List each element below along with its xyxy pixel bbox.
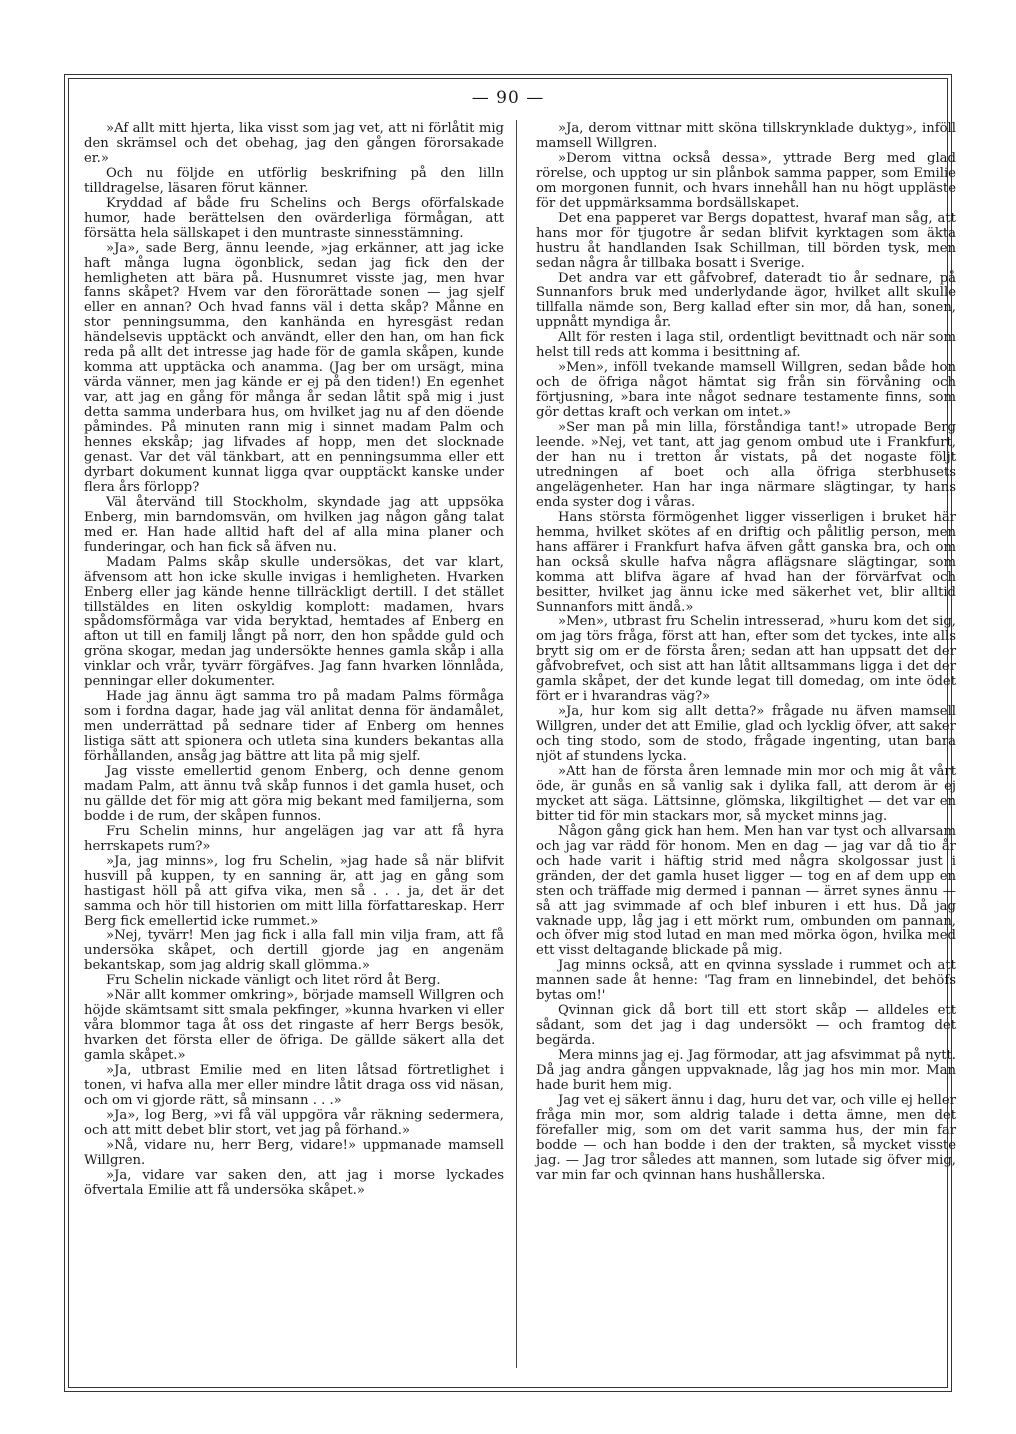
right-column-paragraph: Mera minns jag ej. Jag förmodar, att jag afsvimmat på nytt. Då jag andra gången uppvaknade, låg jag hos min mor. Man hade burit hem mig. xyxy=(536,1048,956,1093)
right-column-paragraph: Qvinnan gick då bort till ett stort skåp — alldeles ett sådant, som det jag i dag undersökt — och framtog det begärda. xyxy=(536,1003,956,1049)
left-column-paragraph: Och nu följde en utförlig beskrifning på den lilln tilldragelse, läsaren förut känner. xyxy=(84,165,504,196)
right-column-paragraph: »Ser man på min lilla, förståndiga tant!» utropade Berg leende. »Nej, vet tant, att jag genom ombud ute i Frankfurt, der han nu i tretton år vistats, på det nogaste följt utredningen af boet och alla öfriga sterbhusets angelägenheter. Han har inga närmare slägtingar, ty hans enda syster dog i våras. xyxy=(536,420,956,510)
left-column-paragraph: Fru Schelin minns, hur angelägen jag var att få hyra herrskapets rum?» xyxy=(84,823,504,854)
left-column-paragraph: »Ja», sade Berg, ännu leende, »jag erkänner, att jag icke haft många lugna ögonblick, sedan jag fick den der hemligheten att bära på. Husnumret visste jag, men hvar fanns skåpet? Hvem var den förorättade sonen — jag sjelf eller en annan? Och hvad fanns väl i detta skåp? Månne en stor penningsumma, den kanhända en hyresgäst redan händelsevis upptäckt och användt, eller den han, om han fick reda på allt det intresse jag hade för de gamla skåpen, kunde komma att upptäcka och anamma. (Jag ber om ursägt, mina värda vänner, men jag kände er ej på den tiden!) En egenhet var, att jag en gång för många år sedan låtit spå mig i just detta samma underbara hus, om hvilket jag nu af den döende påmindes. På minuten rann mig i sinnet madam Palm och hennes ekskåp; jag lifvades af hopp, men det slocknade genast. Var det väl tänkbart, att en penningsumma eller ett dyrbart dokument kunnat ligga qvar oupptäckt kanske under flera års förlopp? xyxy=(84,240,504,495)
right-column-paragraph: Allt för resten i laga stil, ordentligt bevittnadt och när som helst till reds att komma i besittning af. xyxy=(536,330,956,361)
left-column-paragraph: Väl återvänd till Stockholm, skyndade jag att uppsöka Enberg, min barndomsvän, om hvilken jag någon gång talat med er. Han hade alltid haft del af alla mina planer och funderingar, och han fick så äfven nu. xyxy=(84,494,504,555)
left-column-paragraph: Jag visste emellertid genom Enberg, och denne genom madam Palm, att ännu två skåp funnos i det gamla huset, och nu gällde det för mig att göra mig bekant med familjerna, som bodde i de rum, der skåpen funnos. xyxy=(84,763,504,824)
right-column-paragraph: »Ja, hur kom sig allt detta?» frågade nu äfven mamsell Willgren, under det att Emilie, glad och lycklig öfver, att saker och ting stodo, som de stodo, frågade ingenting, utan bara njöt af stundens lycka. xyxy=(536,704,956,765)
right-column-paragraph: »Men», inföll tvekande mamsell Willgren, sedan både hon och de öfriga något hämtat sig från sin förvåning och förtjusning, »bara inte något sednare testamente finns, som gör dettas kraft och verkan om intet.» xyxy=(536,360,956,421)
left-column xyxy=(84,122,504,1199)
column-divider xyxy=(516,120,517,1368)
left-column-paragraph: Fru Schelin nickade vänligt och litet rörd åt Berg. xyxy=(106,973,441,989)
left-column-paragraph: »Nå, vidare nu, herr Berg, vidare!» uppmanade mamsell Willgren. xyxy=(84,1137,504,1168)
right-column-paragraph: Jag vet ej säkert ännu i dag, huru det var, och ville ej heller fråga min mor, som aldrig talade i detta ämne, men det förefaller mig, som om det varit samma hus, der min far bodde — och han bodde i den der trakten, så mycket visste jag. — Jag tror således att mannen, som lutade sig öfver mig, var min far och qvinnan hans hushållerska. xyxy=(536,1092,956,1183)
left-column-paragraph: »Ja, jag minns», log fru Schelin, »jag hade så när blifvit husvill på kuppen, ty en sanning är, att jag en gång som hastigast höll på att gifva vika, men så . . . ja, det är det samma och hör till historien om mitt lilla författareskap. Herr Berg fick emellertid icke rummet.» xyxy=(84,853,504,929)
left-column-paragraph: »Ja», log Berg, »vi få väl uppgöra vår räkning sedermera, och att mitt debet blir stort, vet jag på förhand.» xyxy=(84,1107,504,1138)
right-column-paragraph: »Men», utbrast fru Schelin intresserad, »huru kom det sig, om jag törs fråga, först att han, efter som det tyckes, inte alls brytt sig om er de första åren; sedan att han uppsatt det der gåfvobrefvet, och sist att han låtit alltsammans ligga i det der gamla skåpet, der det kunde legat till domedag, om inte ödet fört er i hvarandras väg?» xyxy=(536,614,956,705)
left-column-paragraph: Kryddad af både fru Schelins och Bergs oförfalskade humor, hade berättelsen den ovärderliga förmågan, att försätta hela sällskapet i den muntraste sinnesstämning. xyxy=(84,195,504,241)
left-column-paragraph: Hade jag ännu ägt samma tro på madam Palms förmåga som i fordna dagar, hade jag väl anlitat denna för ändamålet, men underrättad på sednare tider af Enberg om hennes listiga sätt att spionera och utleta sina kunders bekantas alla förhållanden, ansåg jag bättre att lita på mig sjelf. xyxy=(84,689,504,765)
right-column-paragraph: »Derom vittna också dessa», yttrade Berg med glad rörelse, och upptog ur sin plånbok samma papper, som Emilie om morgonen funnit, och hvars innehåll han nu högt uppläste för det uppmärksamma bordsällskapet. xyxy=(536,150,956,211)
left-column-paragraph: »Ja, vidare var saken den, att jag i morse lyckades öfvertala Emilie att få undersöka skåpet.» xyxy=(84,1167,504,1198)
left-column-paragraph: »Af allt mitt hjerta, lika visst som jag vet, att ni förlåtit mig den skrämsel och det obehag, jag den gången förorsakade er.» xyxy=(84,121,504,166)
right-column-paragraph: Någon gång gick han hem. Men han var tyst och allvarsam och jag var rädd för honom. Men en dag — jag var då tio år och hade varit i häftig strid med några skolgossar just i gränden, der det gamla huset ligger — tog en af dem upp en sten och träffade mig dermed i pannan — ärret synes ännu — så att jag svimmade af och blef inburen i ett hus. Då jag vaknade upp, låg jag i ett mörkt rum, ombunden om pannan, och öfver mig stod lutad en man med mörka ögon, hvilka med ett visst deltagande blickade på mig. xyxy=(536,823,956,959)
page-number: — 90 — xyxy=(471,88,545,108)
right-column-paragraph: »Att han de första åren lemnade min mor och mig åt vårt öde, är gunås en så vanlig sak i dylika fall, att derom är ej mycket att säga. Lättsinne, glömska, likgiltighet — det var en bitter tid för min stackars mor, så mycket minns jag. xyxy=(536,763,956,824)
right-column-paragraph: Jag minns också, att en qvinna sysslade i rummet och att mannen sade åt henne: 'Tag fram en linnebindel, det behöfs bytas om!' xyxy=(536,958,956,1004)
right-column-paragraph: »Ja, derom vittnar mitt sköna tillskrynklade duktyg», inföll mamsell Willgren. xyxy=(536,121,956,151)
left-column-paragraph: Madam Palms skåp skulle undersökas, det var klart, äfvensom att hon icke skulle invigas i hemligheten. Hvarken Enberg eller jag kände henne tillräckligt dertill. I det stället tillstäldes en liten oskyldig komplott: madamen, hvars spådomsförmåga var vida beryktad, hemtades af Enberg en afton ut till en familj långt på norr, den hon spådde guld och gröna skogar, medan jag undersökte hennes gamla skåp i alla vinklar och vrår, tyvärr förgäfves. Jag fann hvarken lönnlåda, penningar eller dokumenter. xyxy=(84,554,504,690)
right-column-paragraph: Hans största förmögenhet ligger visserligen i bruket här hemma, hvilket skötes af en driftig och pålitlig person, men hans affärer i Frankfurt hafva äfven gått ganska bra, och om han också skulle hafva några aflägsnare slägtingar, som komma att blifva ägare af hvad han der förvärfvat och besitter, hvilket jag ännu icke med säkerhet vet, blir alltid Sunnanfors mitt ändå.» xyxy=(536,509,956,615)
right-column-paragraph: Det ena papperet var Bergs dopattest, hvaraf man såg, att hans mor för tjugotre år sedan blifvit kyrktagen som äkta hustru åt handlanden Isak Schillman, till börden tysk, men sedan några år tillbaka bosatt i Sverige. xyxy=(536,210,956,271)
right-column xyxy=(536,122,956,1184)
left-column-paragraph: »Nej, tyvärr! Men jag fick i alla fall min vilja fram, att få undersöka skåpet, och dertill gjorde jag en angenäm bekantskap, som jag aldrig skall glömma.» xyxy=(84,928,504,974)
left-column-paragraph: »Ja, utbrast Emilie med en liten låtsad förtretlighet i tonen, vi hafva alla mer eller mindre låtit draga oss vid näsan, och om vi gjorde rätt, så minsann . . .» xyxy=(84,1063,504,1108)
right-column-paragraph: Det andra var ett gåfvobref, dateradt tio år sednare, på Sunnanfors bruk med underlydande ägor, hvilket allt skulle tillfalla nämde son, Berg kallad efter sin mor, då han, sonen, uppnått myndiga år. xyxy=(536,270,956,331)
left-column-paragraph: »När allt kommer omkring», började mamsell Willgren och höjde skämtsamt sitt smala pekfinger, »kunna hvarken vi eller våra blommor taga åt oss det ringaste af herr Bergs besök, hvarken det första eller de öfriga. De gällde säkert alla det gamla skåpet.» xyxy=(84,988,504,1064)
